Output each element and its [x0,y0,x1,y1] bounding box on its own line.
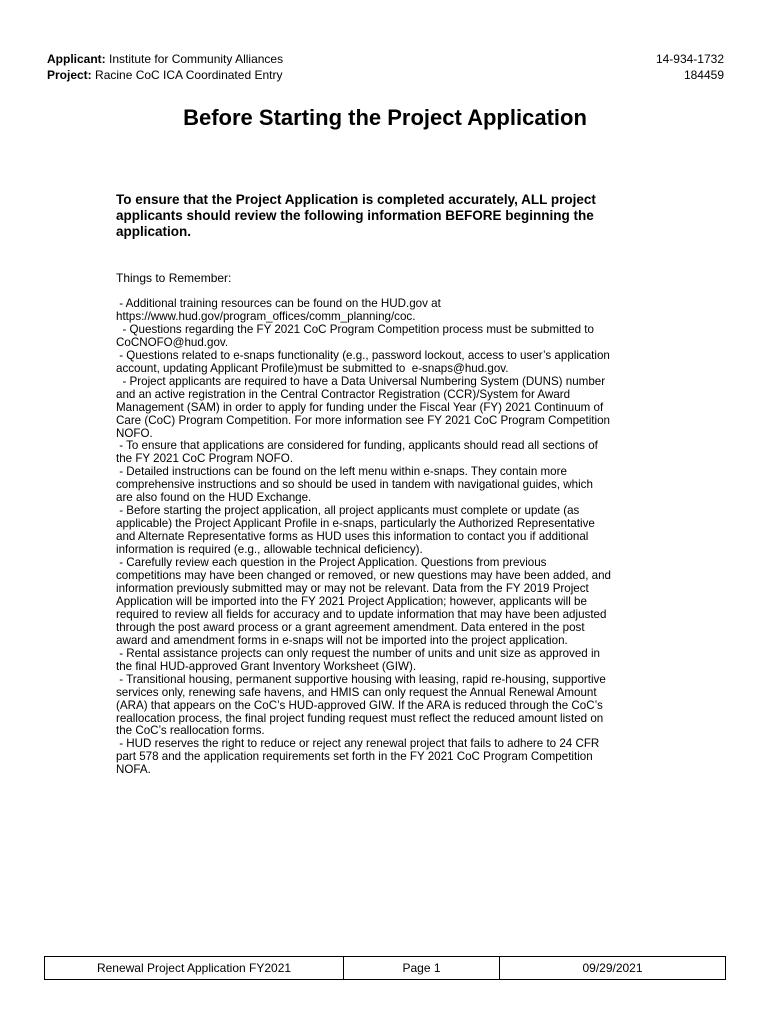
applicant-label: Applicant: [47,52,106,66]
header-row-project [47,68,724,82]
body-line: (ARA) that appears on the CoC’s HUD-approved GIW. If the ARA is reduced through the CoC’s [116,698,603,712]
project-label: Project: [47,68,92,82]
body-line: competitions may have been changed or removed, or new questions may have been added, and [116,569,611,583]
things-heading: Things to Remember: [116,271,232,285]
body-line: - Before starting the project application, all project applicants must complete or update (as [116,504,580,518]
body-line: the FY 2021 CoC Program NOFO. [116,452,293,466]
footer-date: 09/29/2021 [582,961,643,975]
body-line: comprehensive instructions and so should be used in tandem with navigational guides, which [116,478,593,492]
body-line: NOFA. [116,763,151,777]
body-line: CoCNOFO@hud.gov. [116,335,229,349]
page-footer [44,956,726,980]
body-line: services only, renewing safe havens, and HMIS can only request the Annual Renewal Amount [116,685,597,699]
body-line: required to review all fields for accuracy and to update information that may have been adjusted [116,607,607,621]
footer-application-name: Renewal Project Application FY2021 [45,957,344,979]
body-line: through the post award process or a grant agreement amendment. Data entered in the post [116,620,585,634]
header-row-applicant [47,52,724,66]
body-line: - Rental assistance projects can only request the number of units and unit size as approved in [116,646,600,660]
body-line: information is required (e.g., allowable technical deficiency). [116,543,423,557]
project-info [47,68,282,82]
instructions-body [116,298,656,777]
body-line: Care (CoC) Program Competition. For more information see FY 2021 CoC Program Competition [116,413,610,427]
applicant-info [47,52,283,66]
project-id-number: 184459 [683,68,724,82]
body-line: the final HUD-approved Grant Inventory Worksheet (GIW). [116,659,417,673]
body-line: award and amendment forms in e-snaps will not be imported into the project application. [116,633,568,647]
body-line: - To ensure that applications are considered for funding, applicants should read all sections of [116,439,598,453]
body-line: and Alternate Representative forms as HUD uses this information to contact you if additional [116,530,589,544]
body-line: information previously submitted may or may not be relevant. Data from the FY 2019 Project [116,581,589,595]
body-line: - Project applicants are required to have a Data Universal Numbering System (DUNS) number [116,374,606,388]
body-line: and an active registration in the Central Contractor Registration (CCR)/System for Award [116,387,571,401]
body-line: part 578 and the application requirements set forth in the FY 2021 CoC Program Competition [116,750,593,764]
body-line: - Questions regarding the FY 2021 CoC Program Competition process must be submitted to [116,322,594,336]
body-line: the CoC’s reallocation forms. [116,724,265,738]
body-line: Management (SAM) in order to apply for funding under the Fiscal Year (FY) 2021 Continuum of [116,400,604,414]
body-line: - HUD reserves the right to reduce or reject any renewal project that fails to adhere to 24 CFR [116,737,600,751]
body-line: - Questions related to e-snaps functionality (e.g., password lockout, access to user’s application [116,348,610,362]
intro-paragraph: To ensure that the Project Application is completed accurately, ALL project applicants should review the following information BEFORE beginning the application. [116,192,596,239]
body-line: - Carefully review each question in the Project Application. Questions from previous [116,556,547,570]
body-line: Application will be imported into the FY 2021 Project Application; however, applicants will be [116,594,587,608]
footer-page-number: Page 1 [344,957,500,979]
body-line: - Detailed instructions can be found on the left menu within e-snaps. They contain more [116,465,567,479]
page-title: Before Starting the Project Application [183,105,587,130]
applicant-value: Institute for Community Alliances [109,52,284,66]
body-line: - Additional training resources can be found on the HUD.gov at [116,297,441,310]
body-line: NOFO. [116,426,153,440]
body-line: reallocation process, the final project funding request must reflect the reduced amount listed on [116,711,604,725]
body-line: are also found on the HUD Exchange. [116,491,312,505]
body-line: https://www.hud.gov/program_offices/comm_planning/coc. [116,309,416,323]
body-line: account, updating Applicant Profile)must be submitted to e-snaps@hud.gov. [116,361,509,375]
body-line: applicable) the Project Applicant Profile in e-snaps, particularly the Authorized Representative [116,517,595,531]
project-value: Racine CoC ICA Coordinated Entry [95,68,283,82]
body-line: - Transitional housing, permanent supportive housing with leasing, rapid re-housing, supportive [116,672,606,686]
applicant-id-number: 14-934-1732 [655,52,724,66]
